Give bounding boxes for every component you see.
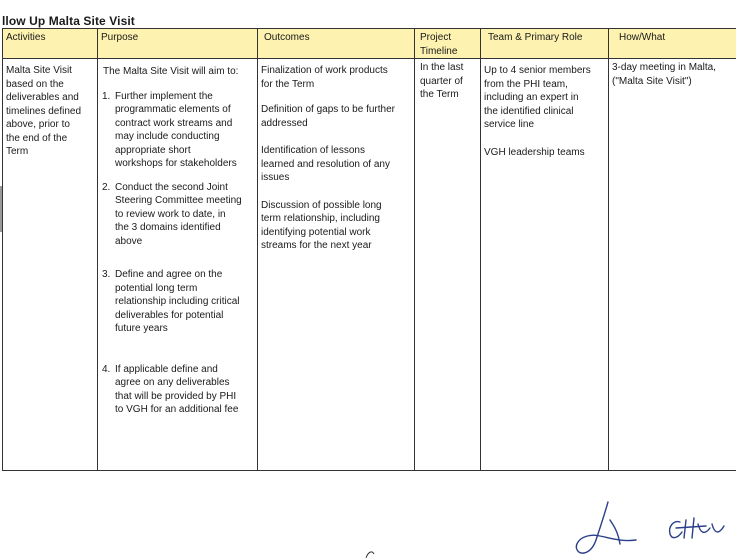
outcome-item: Definition of gaps to be further addressed (261, 104, 395, 129)
header-purpose: Purpose (98, 29, 258, 59)
header-outcomes: Outcomes (258, 29, 415, 59)
purpose-item: 1. Further implement the programmatic elements of contract work streams and may include conducting appropriate short workshops for stakeholders (102, 90, 237, 169)
team-item: VGH leadership teams (484, 146, 585, 158)
timeline-text: In the last quarter of the Term (420, 62, 464, 100)
purpose-list (98, 90, 257, 417)
team-cell (481, 59, 609, 471)
header-how: How/What (609, 29, 736, 59)
header-team: Team & Primary Role (481, 29, 609, 59)
outcomes-cell (258, 59, 415, 471)
timeline-cell (415, 59, 481, 471)
stray-pen-mark (362, 546, 378, 560)
purpose-cell (98, 59, 258, 471)
team-item: Up to 4 senior members from the PHI team, including an expert in the identified clinical service line (484, 65, 591, 130)
plan-table (2, 28, 736, 471)
purpose-item: 2. Conduct the second Joint Steering Committee meeting to review work to date, in the 3 domains identified above (102, 181, 242, 247)
purpose-intro: The Malta Site Visit will aim to: (103, 66, 239, 77)
outcome-item: Discussion of possible long term relationship, including identifying potential work streams for the next year (261, 199, 382, 251)
header-timeline: Project Timeline (415, 29, 481, 59)
how-cell (609, 59, 736, 471)
purpose-item: 4. If applicable define and agree on any deliverables that will be provided by PHI to VGH for an additional fee (102, 363, 239, 415)
how-text: 3-day meeting in Malta, ("Malta Site Visit") (612, 62, 716, 87)
outcome-item: Finalization of work products for the Term (261, 65, 388, 90)
purpose-item: 3. Define and agree on the potential long term relationship including critical deliverables for potential future years (102, 269, 240, 334)
section-title: llow Up Malta Site Visit (2, 14, 135, 28)
table-row (3, 59, 736, 471)
outcome-item: Identification of lessons learned and resolution of any issues (261, 145, 390, 183)
activities-text: Malta Site Visit based on the deliverables and timelines defined above, prior to the end of the Term (6, 65, 82, 157)
handwritten-signature (570, 498, 732, 558)
activities-cell (3, 59, 98, 471)
table-header-row (3, 29, 736, 59)
header-activities: Activities (3, 29, 98, 59)
